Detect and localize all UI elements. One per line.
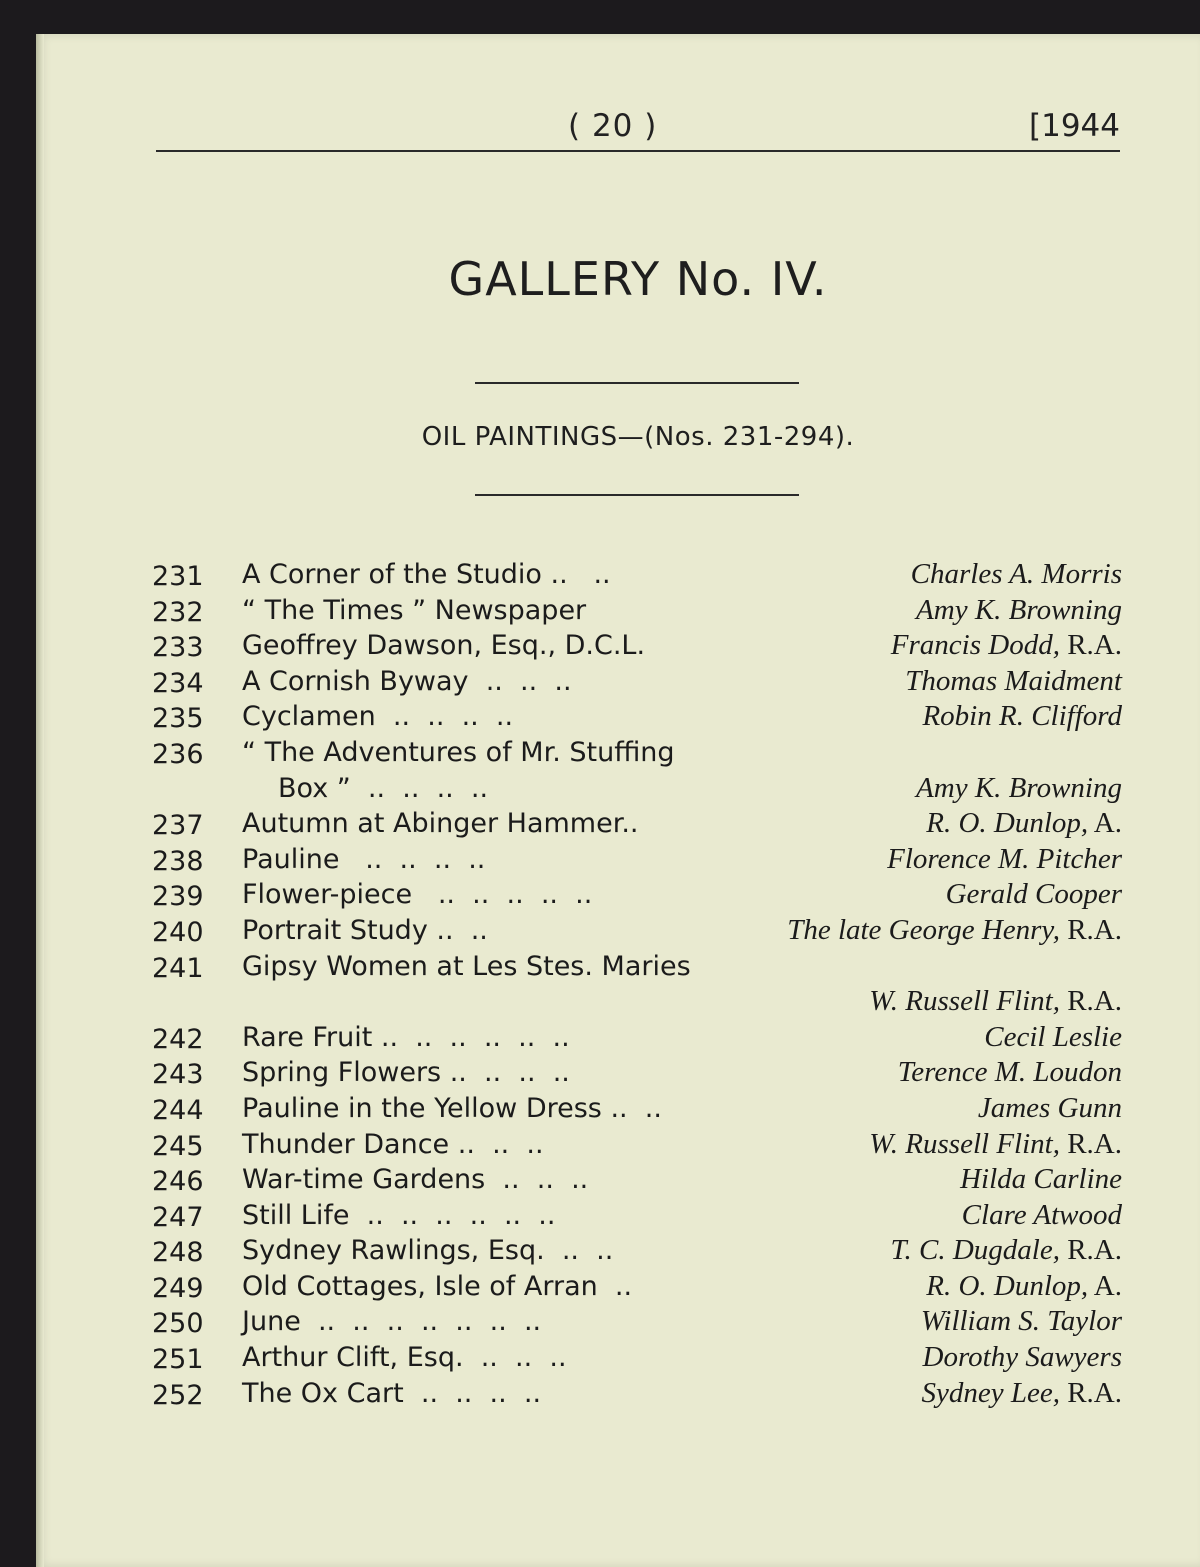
- entry-number: 236: [152, 738, 204, 770]
- entry-artist: [916, 771, 1122, 807]
- entry-title: [242, 1127, 544, 1163]
- entry-number: 242: [152, 1023, 204, 1055]
- gallery-title: GALLERY No. IV.: [448, 252, 828, 306]
- artist-name: Amy K. Browning: [916, 593, 1122, 626]
- entry-title: [242, 1091, 662, 1127]
- entry-number: 232: [152, 596, 204, 628]
- catalogue-entry: [152, 1376, 1122, 1412]
- entry-title: [242, 628, 645, 664]
- entry-number: 250: [152, 1308, 204, 1340]
- entry-number: 251: [152, 1344, 204, 1376]
- entry-title-text: Geoffrey Dawson, Esq., D.C.L.: [242, 630, 646, 662]
- entry-title-text: Cyclamen: [242, 701, 376, 733]
- entry-leader-dots: .. .. .. ..: [403, 1377, 542, 1409]
- entry-title: [242, 806, 639, 842]
- entry-title-text: “ The Adventures of Mr. Stuffing: [242, 736, 675, 768]
- catalogue-entry: [152, 1233, 1122, 1269]
- entry-leader-dots: .. ..: [541, 559, 611, 590]
- artist-name: Hilda Carline: [960, 1163, 1122, 1196]
- artist-name: Amy K. Browning: [916, 771, 1122, 804]
- entry-leader-dots: .. .. .. ..: [375, 701, 514, 733]
- catalogue-entry: [152, 1304, 1122, 1340]
- catalogue-entry: [152, 1127, 1122, 1163]
- catalogue-entry: [152, 1020, 1122, 1056]
- entry-title-text: June: [242, 1306, 301, 1338]
- entry-title-text: War-time Gardens: [242, 1164, 486, 1196]
- catalogue-entry: [152, 1198, 1122, 1234]
- entry-leader-dots: .. .. .. .. .. .. ..: [300, 1306, 542, 1338]
- artist-name: W. Russell Flint,: [869, 985, 1060, 1018]
- entry-title-text: Flower-piece: [242, 879, 413, 911]
- entry-title: [242, 949, 691, 985]
- entry-title: [242, 877, 592, 913]
- entry-title-text: Arthur Clift, Esq.: [242, 1342, 464, 1374]
- entry-artist: [898, 1055, 1122, 1091]
- artist-name: R. O. Dunlop,: [926, 1269, 1089, 1302]
- entry-title: [242, 593, 586, 629]
- entry-number: 231: [152, 561, 204, 592]
- entry-title: [242, 1269, 632, 1305]
- page-year: [1944: [1029, 108, 1120, 144]
- entry-artist: [891, 1233, 1123, 1269]
- entry-title: [242, 1162, 588, 1198]
- catalogue-entry: [152, 664, 1122, 700]
- entry-artist: [978, 1091, 1122, 1127]
- entry-title-text: A Corner of the Studio: [242, 559, 542, 590]
- entry-artist: [962, 1198, 1122, 1234]
- entry-artist: [905, 664, 1122, 700]
- entry-title-text: Spring Flowers: [242, 1057, 442, 1089]
- entry-artist: [916, 593, 1122, 629]
- title-rule: [475, 382, 799, 384]
- entry-title: [242, 1304, 541, 1340]
- entry-artist: [891, 628, 1122, 664]
- catalogue-entry: [152, 806, 1122, 842]
- catalogue-entry: [152, 1269, 1122, 1305]
- artist-name: Clare Atwood: [961, 1198, 1122, 1231]
- artist-distinction: R.A.: [1059, 629, 1122, 662]
- entry-title-text: Pauline in the Yellow Dress: [242, 1092, 602, 1124]
- entry-number: 240: [152, 916, 204, 948]
- entry-number: 245: [152, 1130, 204, 1162]
- artist-name: Francis Dodd,: [890, 629, 1060, 662]
- entry-leader-dots: .. ..: [427, 914, 488, 946]
- entry-title-text: Old Cottages, Isle of Arran: [242, 1270, 598, 1302]
- entry-leader-dots: .. .. ..: [463, 1342, 567, 1374]
- entry-title: [242, 735, 675, 771]
- entry-title: [242, 1198, 555, 1234]
- entry-artist: [869, 984, 1122, 1020]
- entry-title: [242, 771, 488, 807]
- subtitle-rule: [475, 494, 799, 496]
- entry-title-text: Gipsy Women at Les Stes. Maries: [242, 950, 691, 982]
- entry-leader-dots: .. .. ..: [485, 1164, 589, 1196]
- catalogue-entry: [152, 842, 1122, 878]
- artist-distinction: R.A.: [1059, 913, 1122, 946]
- entry-number: 238: [152, 845, 204, 877]
- entry-title: [242, 1340, 567, 1376]
- catalogue-entry: [152, 771, 1122, 807]
- artist-distinction: R.A.: [1059, 1376, 1122, 1409]
- catalogue-entry: [152, 1340, 1122, 1376]
- entry-title: [242, 557, 611, 593]
- artist-name: James Gunn: [977, 1091, 1122, 1124]
- entry-number: 249: [152, 1272, 204, 1304]
- entry-number: 239: [152, 881, 204, 913]
- entry-artist: [946, 877, 1122, 913]
- entry-title: [242, 1055, 570, 1091]
- artist-name: The late George Henry,: [787, 913, 1060, 946]
- artist-name: William S. Taylor: [920, 1305, 1122, 1338]
- entry-leader-dots: .. .. ..: [449, 1128, 544, 1160]
- entry-title-text: Pauline: [242, 843, 340, 875]
- entry-artist: [922, 699, 1122, 735]
- catalogue-entry: [152, 984, 1122, 1020]
- entry-title-text: Portrait Study: [242, 914, 428, 946]
- artist-name: W. Russell Flint,: [869, 1127, 1060, 1160]
- artist-name: R. O. Dunlop,: [926, 807, 1089, 840]
- entry-artist: [923, 1340, 1123, 1376]
- entry-title: [242, 913, 488, 949]
- entry-artist: [926, 806, 1122, 842]
- entry-artist: [869, 1127, 1122, 1163]
- entry-title-text: Box ”: [278, 772, 351, 804]
- entry-leader-dots: .. ..: [601, 1092, 662, 1124]
- entry-leader-dots: .. .. ..: [468, 665, 572, 697]
- entry-leader-dots: .. .. .. ..: [441, 1057, 570, 1089]
- artist-distinction: A.: [1088, 807, 1122, 840]
- page-number: ( 20 ): [568, 108, 658, 144]
- catalogue-entry: [152, 949, 1122, 985]
- artist-distinction: R.A.: [1059, 985, 1122, 1018]
- entry-number: 243: [152, 1059, 204, 1091]
- entry-number: 235: [152, 703, 204, 735]
- entry-number: 247: [152, 1201, 204, 1233]
- artist-name: Terence M. Loudon: [897, 1056, 1122, 1089]
- entry-number: 244: [152, 1094, 204, 1126]
- entry-leader-dots: .. ..: [544, 1235, 614, 1267]
- artist-name: Gerald Cooper: [945, 878, 1122, 911]
- entry-artist: [984, 1020, 1122, 1056]
- entry-artist: [921, 1304, 1122, 1340]
- catalogue-entry: [152, 557, 1122, 593]
- entry-artist: [911, 557, 1122, 593]
- entry-number: 248: [152, 1237, 204, 1269]
- entry-title-text: Sydney Rawlings, Esq.: [242, 1235, 545, 1267]
- entry-title: [242, 1233, 613, 1269]
- artist-distinction: R.A.: [1059, 1234, 1122, 1267]
- entry-title-text: The Ox Cart: [242, 1377, 404, 1409]
- catalogue-entry: [152, 593, 1122, 629]
- artist-distinction: R.A.: [1059, 1127, 1122, 1160]
- section-subtitle: OIL PAINTINGS—(Nos. 231-294).: [421, 422, 855, 452]
- entry-leader-dots: ..: [621, 808, 639, 840]
- artist-name: Sydney Lee,: [921, 1376, 1060, 1409]
- entry-artist: [921, 1376, 1122, 1412]
- entry-leader-dots: .. .. .. ..: [350, 772, 489, 804]
- artist-distinction: A.: [1088, 1269, 1122, 1302]
- artist-name: Dorothy Sawyers: [922, 1341, 1122, 1374]
- entry-title-text: A Cornish Byway: [242, 665, 469, 697]
- artist-name: Cecil Leslie: [984, 1020, 1122, 1053]
- entry-title-text: Still Life: [242, 1199, 350, 1231]
- catalogue-entry: [152, 1162, 1122, 1198]
- catalogue-entry: [152, 699, 1122, 735]
- entry-title-text: “ The Times ” Newspaper: [242, 594, 587, 626]
- entry-title-text: Rare Fruit: [242, 1021, 373, 1053]
- entry-artist: [960, 1162, 1122, 1198]
- catalogue-entry: [152, 1055, 1122, 1091]
- entry-number: 237: [152, 810, 204, 842]
- entry-artist: [926, 1269, 1122, 1305]
- entry-title: [242, 1020, 570, 1056]
- catalogue-entry: [152, 877, 1122, 913]
- catalogue-list: [152, 557, 1122, 1411]
- entry-leader-dots: .. .. .. ..: [339, 843, 486, 875]
- entry-number: 252: [152, 1379, 204, 1411]
- entry-artist: [887, 842, 1122, 878]
- catalogue-entry: [152, 1091, 1122, 1127]
- page-header-text: [156, 100, 1120, 152]
- entry-artist: [787, 913, 1122, 949]
- entry-leader-dots: .. .. .. .. .. ..: [372, 1021, 570, 1053]
- artist-name: Charles A. Morris: [910, 558, 1122, 590]
- entry-title: [242, 664, 572, 700]
- entry-title: [242, 699, 513, 735]
- entry-leader-dots: .. .. .. .. .. ..: [349, 1199, 556, 1231]
- entry-title: [242, 1376, 541, 1412]
- entry-number: 246: [152, 1166, 204, 1198]
- artist-name: T. C. Dugdale,: [890, 1234, 1060, 1267]
- artist-name: Thomas Maidment: [905, 664, 1122, 697]
- entry-number: 241: [152, 952, 204, 984]
- entry-number: 233: [152, 632, 204, 664]
- entry-leader-dots: ..: [597, 1270, 633, 1302]
- artist-name: Robin R. Clifford: [922, 700, 1122, 733]
- catalogue-entry: [152, 735, 1122, 771]
- artist-name: Florence M. Pitcher: [887, 842, 1122, 875]
- catalogue-entry: [152, 628, 1122, 664]
- entry-number: 234: [152, 667, 204, 699]
- entry-title-text: Autumn at Abinger Hammer: [242, 808, 622, 840]
- entry-title-text: Thunder Dance: [242, 1128, 450, 1160]
- entry-title: [242, 842, 485, 878]
- catalogue-entry: [152, 913, 1122, 949]
- entry-leader-dots: .. .. .. .. ..: [412, 879, 593, 911]
